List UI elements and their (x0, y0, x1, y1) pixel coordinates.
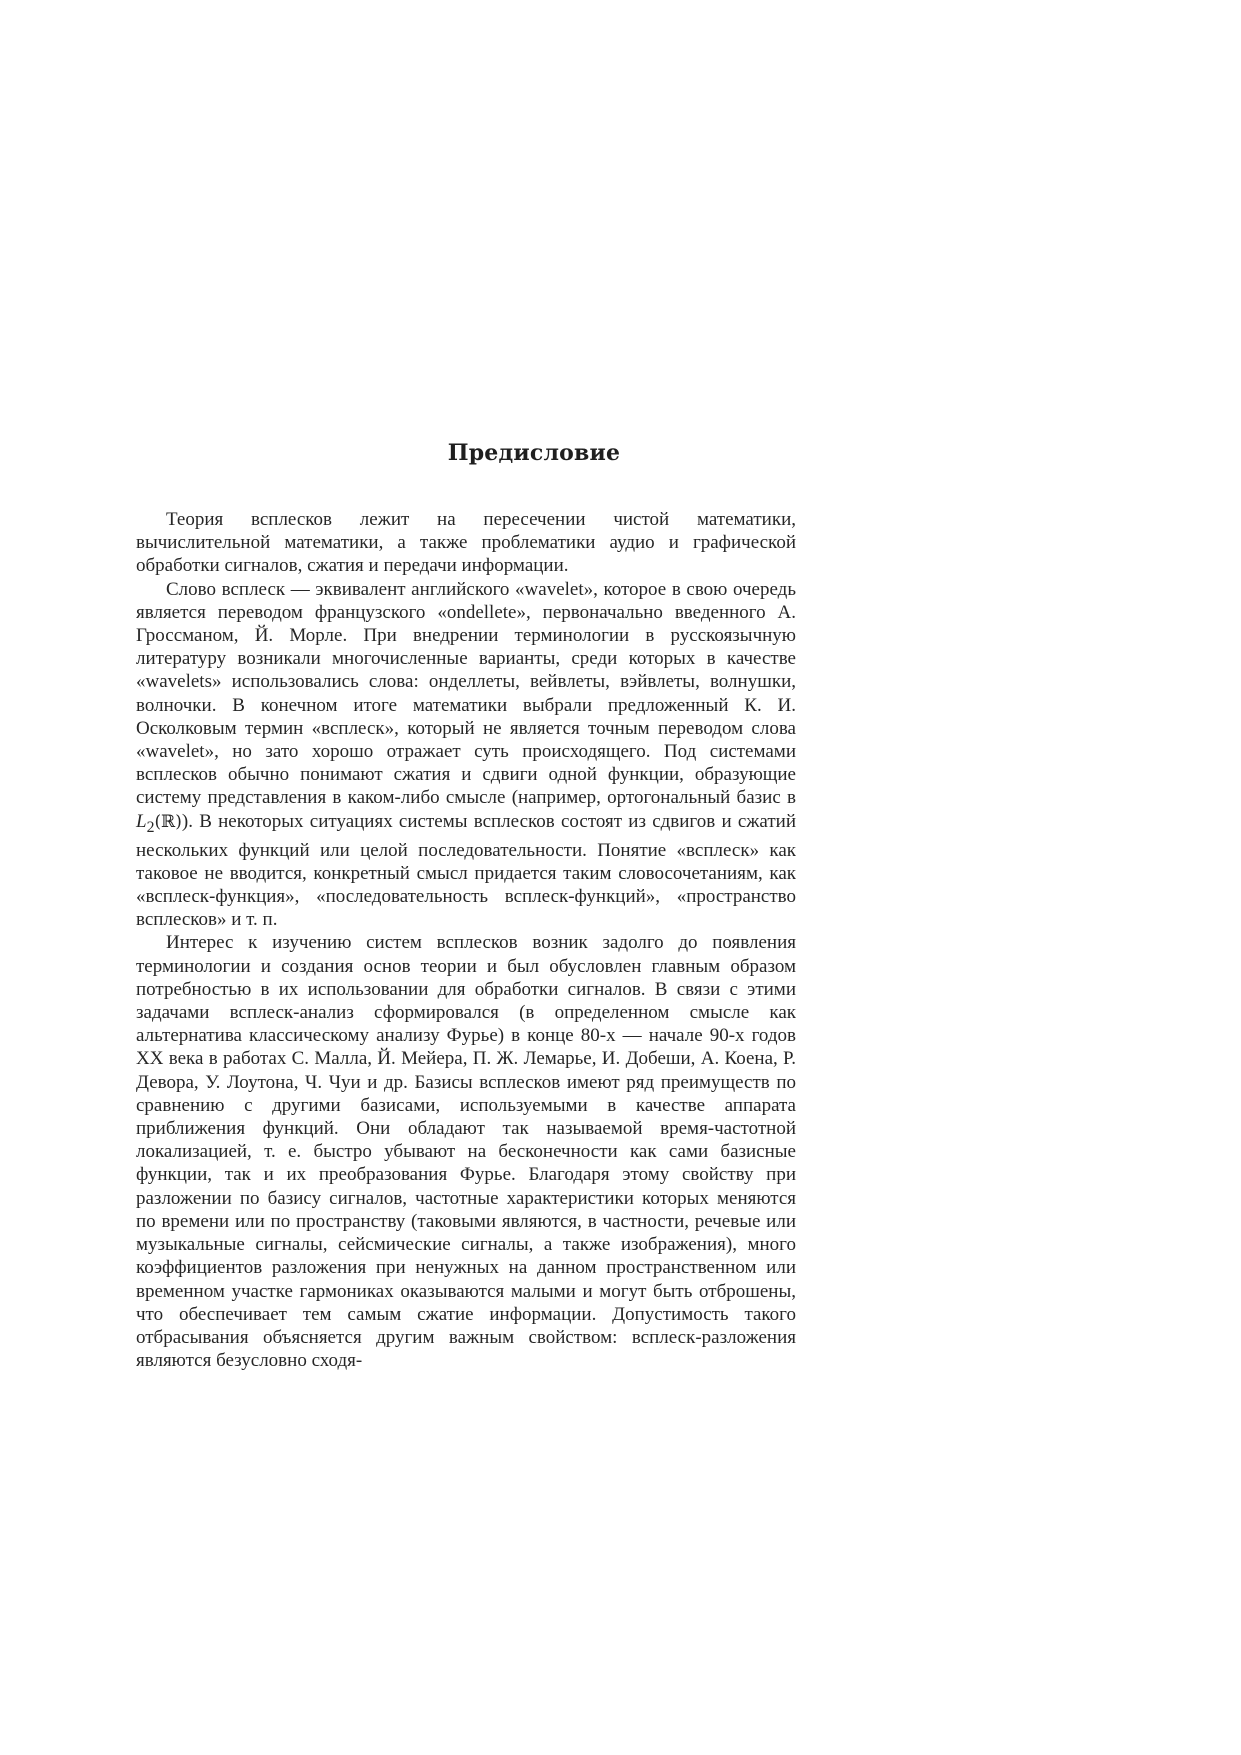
math-symbol-L: L (136, 810, 147, 832)
paragraph-2 (136, 578, 796, 932)
math-subscript: 2 (146, 818, 155, 836)
paragraph-2-text-before: Слово всплеск — эквивалент английского «wavelet», которое в свою очередь является переводом французского «ondellete», первоначально введенного А. Гроссманом, Й. Морле. При внедрении терминологии в русскоязычную литературу возникали многочисленные варианты, среди которых в качестве «wavelets» использовались слова: онделлеты, вейвлеты, вэйвлеты, волнушки, волночки. В конечном итоге математики выбрали предложенный К. И. Осколковым термин «всплеск», который не является точным переводом слова «wavelet», но зато хорошо отражает суть происходящего. Под системами всплесков обычно понимают сжатия и сдвиги одной функции, образующие систему представления в каком-либо смысле (например, ортогональный базис в (136, 578, 796, 809)
paragraph-1: Теория всплесков лежит на пересечении чистой математики, вычислительной математики, а также проблематики аудио и графической обработки сигналов, сжатия и передачи информации. (136, 509, 796, 577)
document-body (136, 508, 796, 1372)
paragraph-3: Интерес к изучению систем всплесков возник задолго до появления терминологии и создания основ теории и был обусловлен главным образом потребностью в их использовании для обработки сигналов. В связи с этими задачами всплеск-анализ сформировался (в определенном смысле как альтернатива классическому анализу Фурье) в конце 80-х — начале 90-х годов XX века в работах С. Малла, Й. Мейера, П. Ж. Лемарье, И. Добеши, А. Коена, Р. Девора, У. Лоутона, Ч. Чуи и др. Базисы всплесков имеют ряд преимуществ по сравнению с другими базисами, используемыми в качестве аппарата приближения функций. Они обладают так называемой время-частотной локализацией, т. е. быстро убывают на бесконечности как сами базисные функции, так и их преобразования Фурье. Благодаря этому свойству при разложении по базису сигналов, частотные характеристики которых меняются по времени или по пространству (таковыми являются, в частности, речевые или музыкальные сигналы, сейсмические сигналы, а также изображения), много коэффициентов разложения при ненужных на данном пространственном или временном участке гармониках оказываются малыми и могут быть отброшены, что обеспечивает тем самым сжатие информации. Допустимость такого отбрасывания объясняется другим важным свойством: всплеск-разложения являются безусловно сходя- (136, 932, 796, 1372)
page-title: Предисловие (447, 440, 621, 466)
paragraph-2-text-after: ). В некоторых ситуациях системы всплесков состоят из сдвигов и сжатий нескольких функций или целой последовательности. Понятие «всплеск» как таковое не вводится, конкретный смысл придается таким словосочетаниям, как «всплеск-функция», «последовательность всплеск-функций», «пространство всплесков» и т. п. (136, 810, 796, 931)
math-argument: (ℝ) (154, 811, 182, 832)
